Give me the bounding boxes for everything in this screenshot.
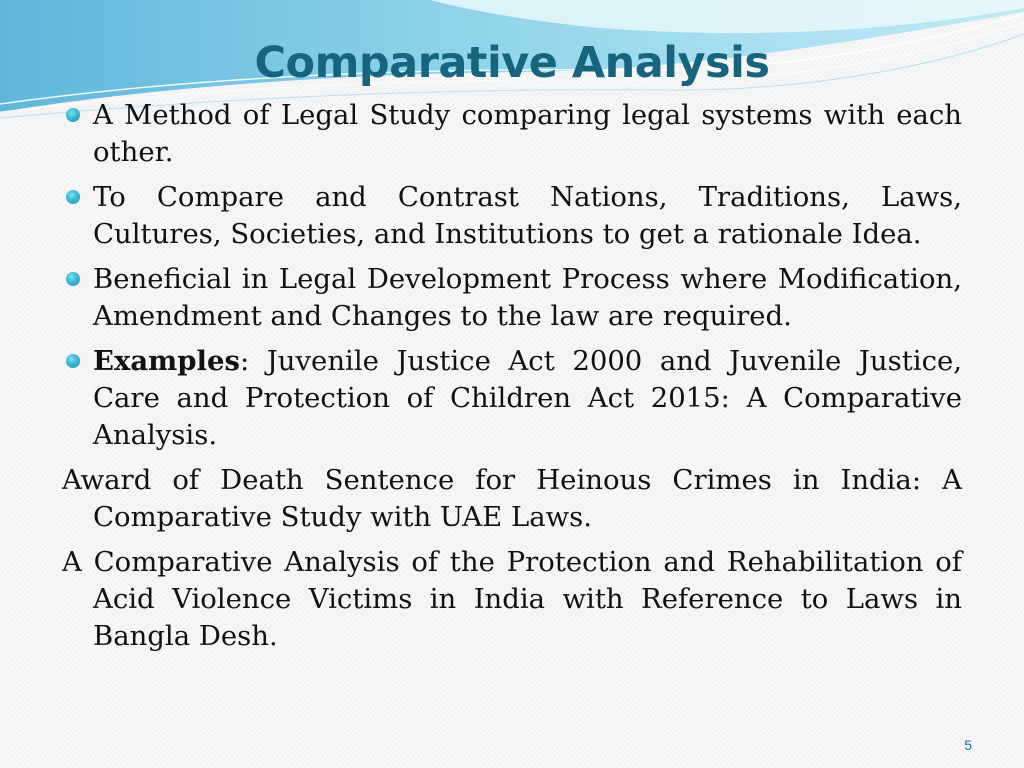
bullet-item-examples	[62, 343, 962, 454]
bullet-item-compare	[62, 179, 962, 253]
bullet-text: : Juvenile Justice Act 2000 and Juvenile Justice, Care and Protection of Children Act 2015: A Comparative Analysis.	[93, 345, 962, 451]
bullet-dot-icon	[66, 354, 80, 368]
slide-title: Comparative Analysis	[254, 38, 770, 88]
slide-body	[62, 97, 962, 663]
bullet-item-method	[62, 97, 962, 171]
bullet-list	[62, 97, 962, 454]
page-number: 5	[964, 737, 972, 753]
bullet-dot-icon	[66, 272, 80, 286]
bullet-text: A Method of Legal Study comparing legal systems with each other.	[93, 99, 962, 168]
example-paragraph-death-sentence: Award of Death Sentence for Heinous Crimes in India: A Comparative Study with UAE Laws.	[62, 464, 962, 533]
bullet-text: Beneficial in Legal Development Process where Modification, Amendment and Changes to the law are required.	[93, 263, 962, 332]
bullet-bold-lead: Examples	[93, 345, 240, 377]
bullet-text: To Compare and Contrast Nations, Traditions, Laws, Cultures, Societies, and Institutions to get a rationale Idea.	[93, 181, 962, 250]
bullet-dot-icon	[66, 190, 80, 204]
example-paragraph-acid-violence: A Comparative Analysis of the Protection and Rehabilitation of Acid Violence Victims in India with Reference to Laws in Bangla Desh.	[62, 546, 962, 652]
bullet-item-beneficial	[62, 261, 962, 335]
bullet-dot-icon	[66, 108, 80, 122]
